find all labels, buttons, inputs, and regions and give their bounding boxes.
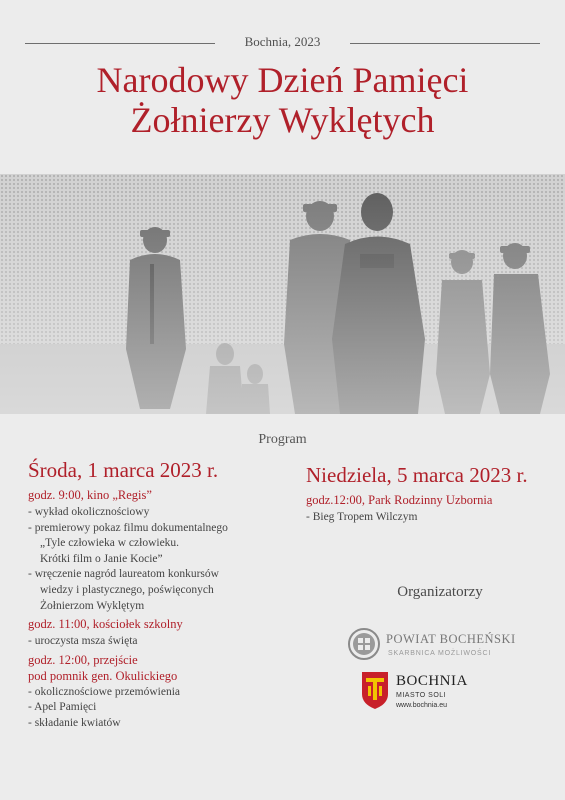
list-item: Żołnierzom Wyklętym [40,599,145,612]
slot-3-line-2: pod pomnik gen. Okulickiego [28,668,178,683]
list-item: Krótki film o Janie Kocie” [40,552,163,565]
title-line-1: Narodowy Dzień Pamięci [96,60,469,100]
program-heading: Program [258,432,307,447]
list-item: - okolicznościowe przemówienia [28,685,180,698]
list-item: - wykład okolicznościowy [28,506,150,518]
org-2-name: BOCHNIA [396,673,468,689]
powiat-bochenski-logo [348,626,548,666]
program-day-1 [28,457,288,732]
powiat-emblem-icon [348,628,380,660]
list-item: „Tyle człowieka w człowieku. [40,537,180,550]
list-item: - Bieg Tropem Wilczym [306,511,418,523]
title-line-2: Żołnierzy Wyklętych [130,100,435,140]
poster-title [0,60,565,140]
list-item: - wręczenie nagród laureatom konkursów [28,568,219,581]
soldiers-photo [0,174,565,414]
day-1-slot-3 [28,652,288,684]
list-item: wiedzy i plastycznego, poświęconych [40,583,214,596]
day-1-heading: Środa, 1 marca 2023 r. [28,458,219,482]
day-1-slot-1: godz. 9:00, kino „Regis” [28,488,152,502]
list-item: - Apel Pamięci [28,701,97,714]
org-2-tagline: MIASTO SOLI [396,692,447,699]
list-item: - uroczysta msza święta [28,635,138,648]
slot-3-line-1: godz. 12:00, przejście [28,652,138,667]
org-2-url[interactable]: www.bochnia.eu [396,702,447,709]
list-item: - składanie kwiatów [28,716,121,729]
program-day-2 [306,462,556,526]
org-1-tagline: SKARBNICA MOŻLIWOŚCI [388,650,492,657]
bochnia-logo [360,670,550,716]
year-label: Bochnia, 2023 [244,34,321,49]
list-item: - premierowy pokaz filmu dokumentalnego [28,521,228,534]
day-2-heading: Niedziela, 5 marca 2023 r. [306,463,528,487]
organizers-heading: Organizatorzy [397,584,483,600]
day-1-slot-2: godz. 11:00, kościołek szkolny [28,617,183,632]
day-2-slot-1: godz.12:00, Park Rodzinny Uzbornia [306,493,493,507]
bochnia-shield-icon [360,670,390,710]
org-1-name: POWIAT BOCHEŃSKI [386,632,516,646]
